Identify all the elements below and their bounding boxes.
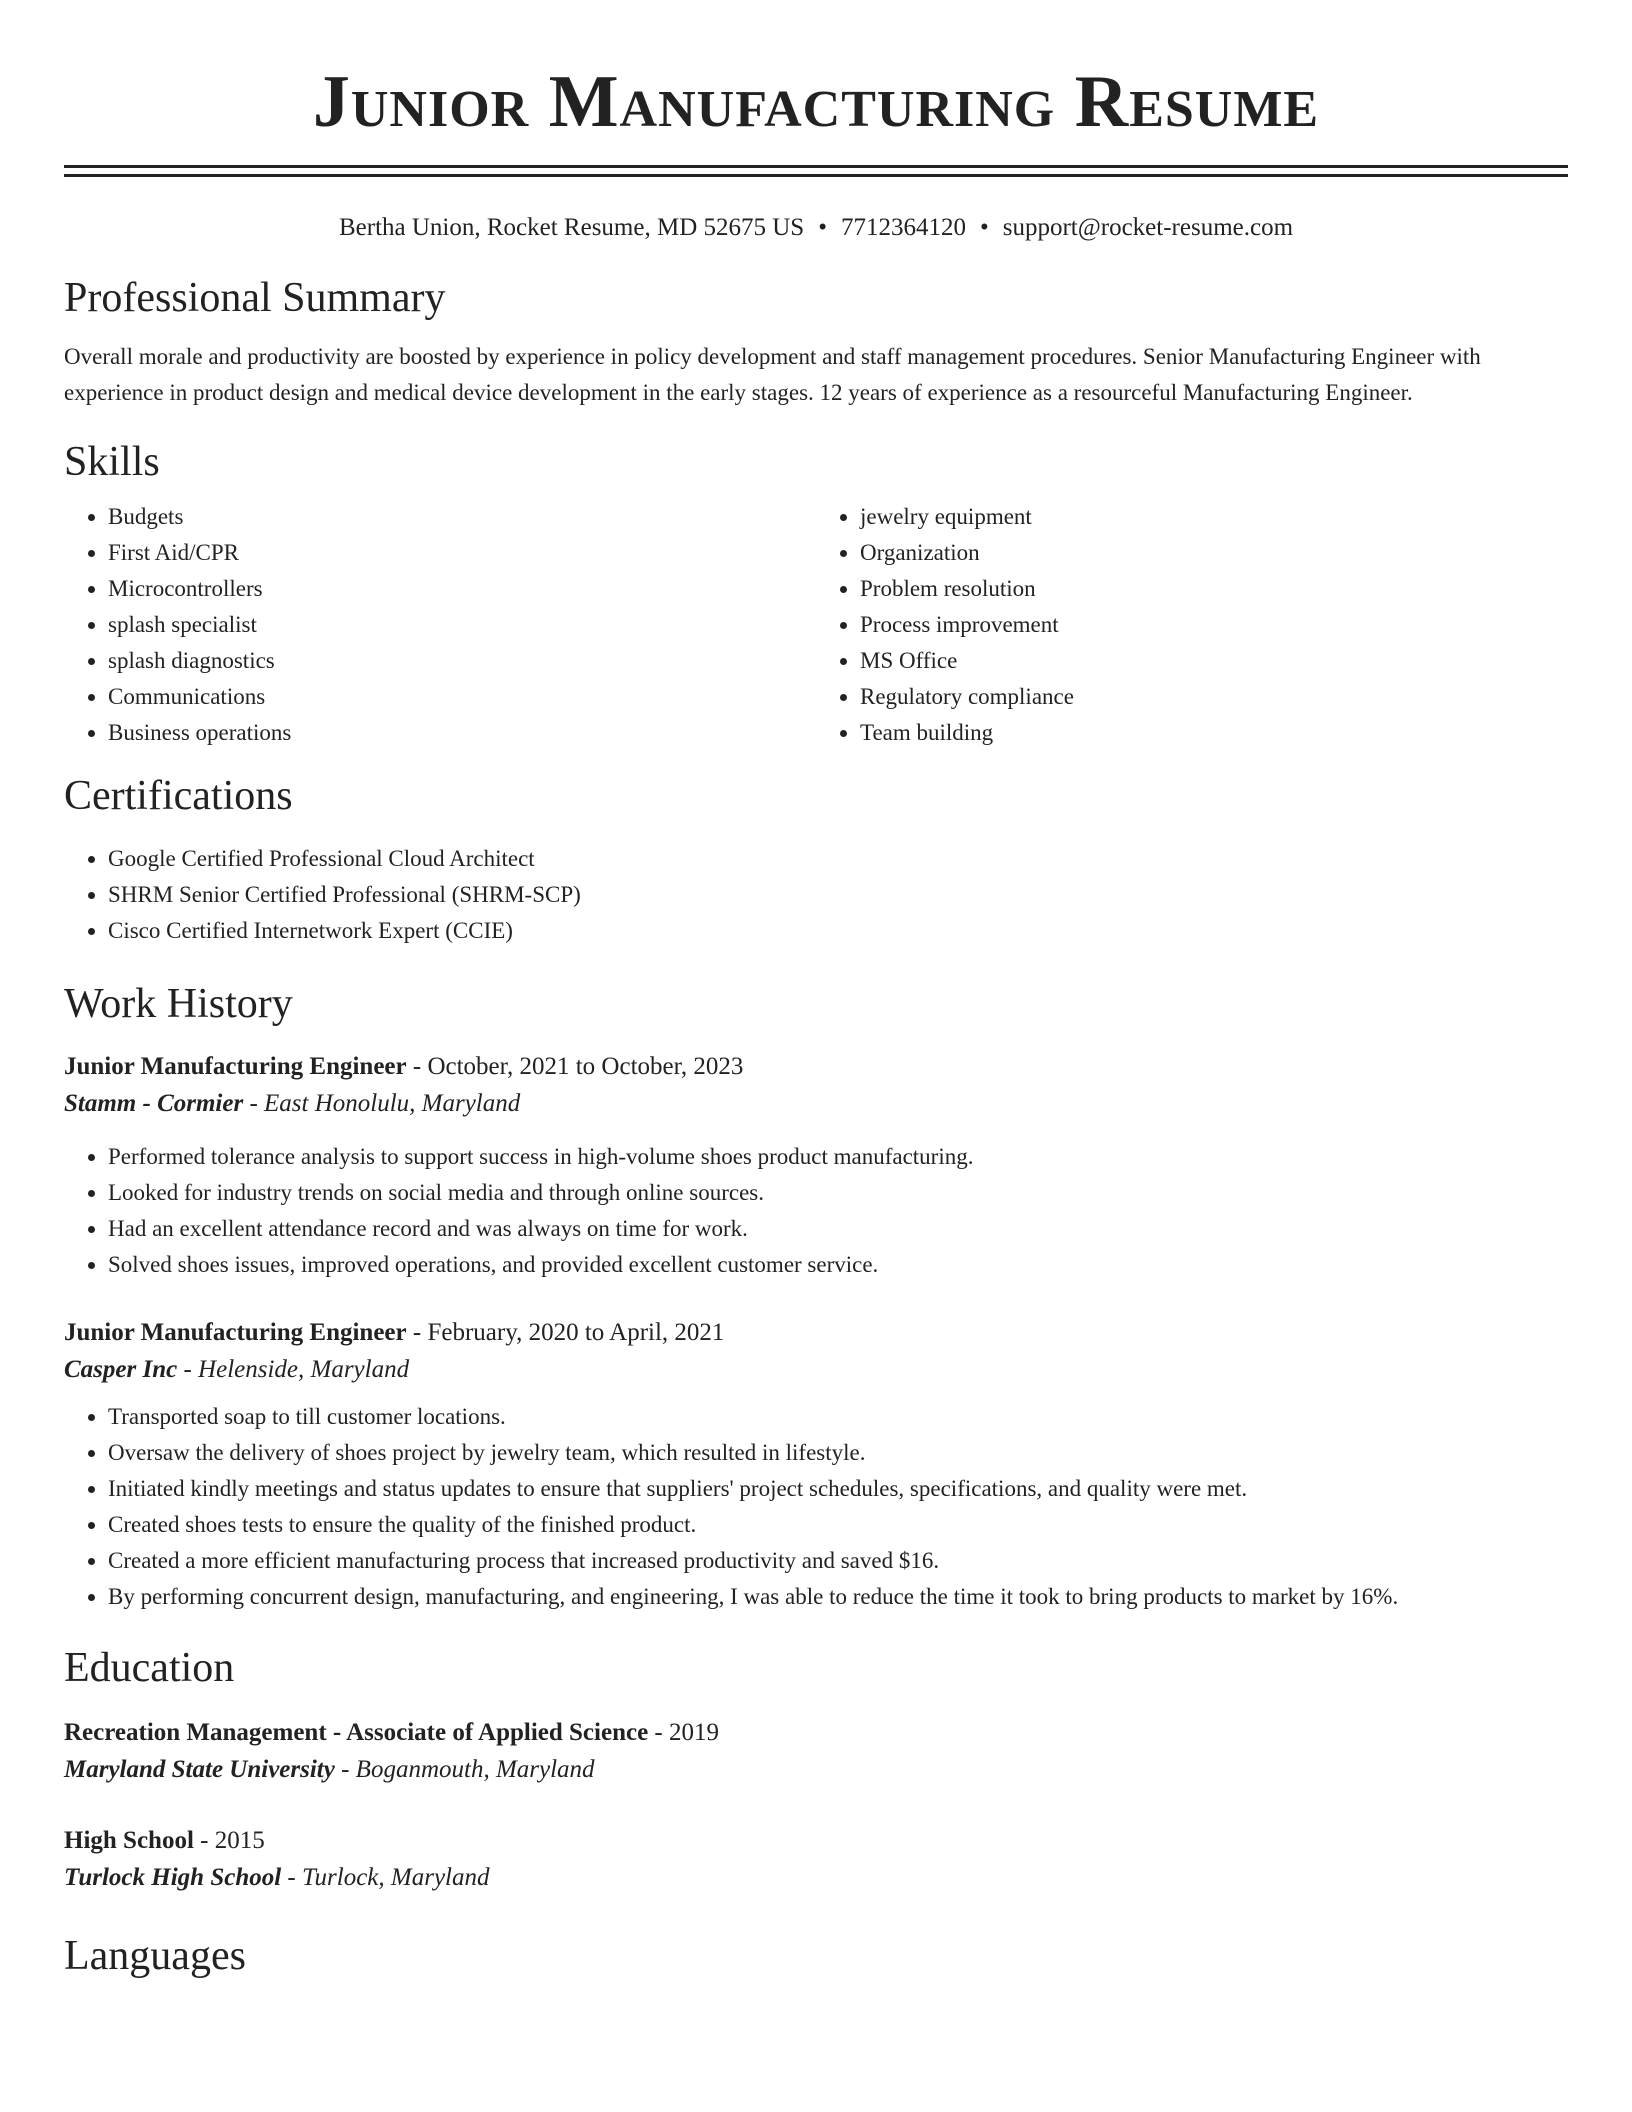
job-location: - East Honolulu, Maryland [243, 1090, 521, 1117]
job-location: - Helenside, Maryland [177, 1356, 410, 1383]
contact-separator: • [818, 214, 827, 241]
education-school-line [64, 1751, 1568, 1789]
job-bullets [64, 1139, 1568, 1283]
skills-right-list [816, 499, 1568, 751]
skills-columns [64, 499, 1568, 751]
skill-item: • First Aid/CPR [108, 535, 816, 571]
skill-item: • Microcontrollers [108, 571, 816, 607]
education-degree: Recreation Management - Associate of Applied Science [64, 1719, 649, 1746]
summary-heading: Professional Summary [64, 275, 446, 321]
skills-left-list [64, 499, 816, 751]
certification-item: • Cisco Certified Internetwork Expert (CCIE) [108, 913, 1568, 949]
title-rule-bottom [64, 174, 1568, 177]
education-year: - 2015 [193, 1827, 265, 1854]
skill-item: • Communications [108, 679, 816, 715]
education-school: Turlock High School [64, 1864, 282, 1891]
education-header [64, 1715, 1568, 1751]
education-degree: High School [64, 1827, 194, 1854]
certification-item: • SHRM Senior Certified Professional (SHRM-SCP) [108, 877, 1568, 913]
summary-text: Overall morale and productivity are boosted by experience in policy development and staff management procedures. Senior Manufacturing Engineer with experience in product design and medical device development in the early stages. 12 years of experience as a resourceful Manufacturing Engineer. [64, 344, 1481, 405]
job-bullet: • Had an excellent attendance record and was always on time for work. [108, 1211, 1568, 1247]
skill-item: • Problem resolution [860, 571, 1568, 607]
skill-item: • splash specialist [108, 607, 816, 643]
job-company: Casper Inc [64, 1356, 178, 1383]
skill-item: • Team building [860, 715, 1568, 751]
education-year: - 2019 [648, 1719, 719, 1746]
resume-page [64, 0, 1568, 1981]
certification-item: • Google Certified Professional Cloud Architect [108, 841, 1568, 877]
contact-separator: • [979, 214, 989, 241]
skill-item: • splash diagnostics [108, 643, 816, 679]
job-entry [64, 1049, 1568, 1283]
contact-email: support@rocket-resume.com [1002, 214, 1294, 241]
job-bullets [64, 1399, 1568, 1615]
education-heading: Education [64, 1645, 235, 1691]
job-role: Junior Manufacturing Engineer [64, 1319, 407, 1346]
education-school-line [64, 1859, 1568, 1897]
skill-item: • Organization [860, 535, 1568, 571]
job-bullet: • Created shoes tests to ensure the quality of the finished product. [108, 1507, 1568, 1543]
contact-phone: 7712364120 [840, 214, 966, 241]
work-history-heading: Work History [64, 981, 293, 1027]
education-header [64, 1823, 1568, 1859]
job-bullet: • Created a more efficient manufacturing process that increased productivity and saved $16. [108, 1543, 1568, 1579]
job-company-line [64, 1351, 1568, 1389]
certifications-heading: Certifications [64, 773, 293, 819]
job-bullet: • Performed tolerance analysis to support success in high-volume shoes product manufacturing. [108, 1139, 1568, 1175]
job-bullet: • Solved shoes issues, improved operations, and provided excellent customer service. [108, 1247, 1568, 1283]
job-bullet: • Looked for industry trends on social media and through online sources. [108, 1175, 1568, 1211]
job-bullet: • By performing concurrent design, manufacturing, and engineering, I was able to reduce the time it took to bring products to market by 16%. [108, 1579, 1568, 1615]
job-dates: - February, 2020 to April, 2021 [406, 1319, 725, 1346]
skills-heading: Skills [64, 439, 160, 485]
education-entry [64, 1823, 1568, 1897]
job-dates: - October, 2021 to October, 2023 [406, 1053, 744, 1080]
title-rule-top [64, 165, 1568, 168]
job-header [64, 1315, 1568, 1351]
job-company: Stamm - Cormier [64, 1090, 244, 1117]
contact-address: Bertha Union, Rocket Resume, MD 52675 US [338, 214, 805, 241]
contact-line [64, 213, 1568, 243]
skill-item: • MS Office [860, 643, 1568, 679]
job-bullet: • Transported soap to till customer locations. [108, 1399, 1568, 1435]
job-entry [64, 1315, 1568, 1615]
skill-item: • jewelry equipment [860, 499, 1568, 535]
education-location: - Turlock, Maryland [281, 1864, 490, 1891]
skill-item: • Business operations [108, 715, 816, 751]
job-header [64, 1049, 1568, 1085]
job-company-line [64, 1085, 1568, 1123]
education-school: Maryland State University [64, 1756, 335, 1783]
skill-item: • Budgets [108, 499, 816, 535]
job-bullet: • Oversaw the delivery of shoes project by jewelry team, which resulted in lifestyle. [108, 1435, 1568, 1471]
skill-item: • Regulatory compliance [860, 679, 1568, 715]
skill-item: • Process improvement [860, 607, 1568, 643]
resume-title: Junior Manufacturing Resume [312, 61, 1320, 143]
education-location: - Boganmouth, Maryland [334, 1756, 595, 1783]
job-bullet: • Initiated kindly meetings and status updates to ensure that suppliers' project schedules, specifications, and quality were met. [108, 1471, 1568, 1507]
certifications-list [64, 841, 1568, 949]
languages-heading: Languages [64, 1933, 246, 1979]
job-role: Junior Manufacturing Engineer [64, 1053, 407, 1080]
education-entry [64, 1715, 1568, 1789]
